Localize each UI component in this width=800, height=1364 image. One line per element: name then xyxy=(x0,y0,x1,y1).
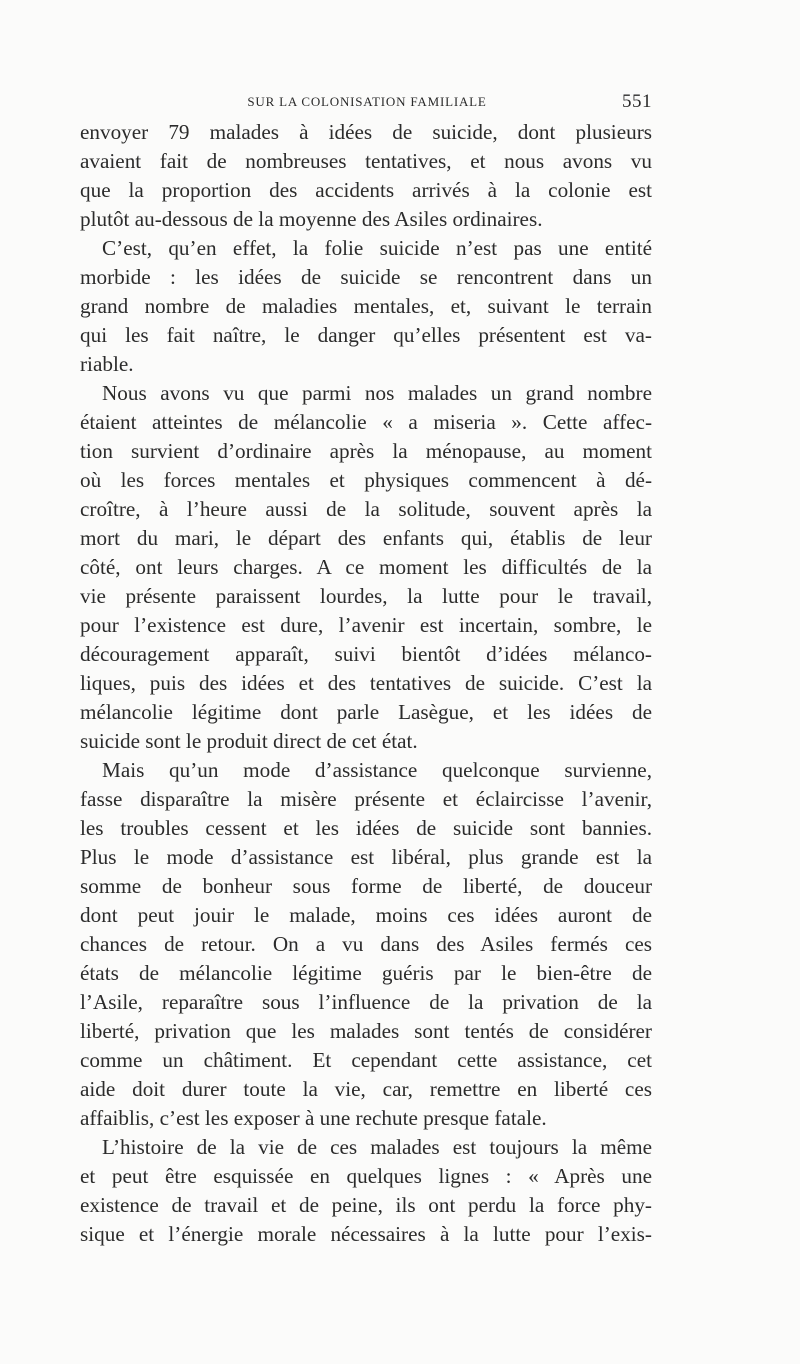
text-line: côté, ont leurs charges. A ce moment les difficultés de la xyxy=(80,555,652,579)
text-line: fasse disparaître la misère présente et éclaircisse l’avenir, xyxy=(80,787,652,811)
text-line: morbide : les idées de suicide se rencontrent dans un xyxy=(80,265,652,289)
text-line: C’est, qu’en effet, la folie suicide n’est pas une entité xyxy=(102,236,652,260)
text-line: dont peut jouir le malade, moins ces idées auront de xyxy=(80,903,652,927)
text-line: étaient atteintes de mélancolie « a miseria ». Cette affec- xyxy=(80,410,652,434)
text-line: Plus le mode d’assistance est libéral, plus grande est la xyxy=(80,845,652,869)
text-line: L’histoire de la vie de ces malades est toujours la même xyxy=(102,1135,652,1159)
text-line: aide doit durer toute la vie, car, remettre en liberté ces xyxy=(80,1077,652,1101)
text-line: sique et l’énergie morale nécessaires à la lutte pour l’exis- xyxy=(80,1222,652,1246)
text-line: grand nombre de maladies mentales, et, suivant le terrain xyxy=(80,294,652,318)
text-line: envoyer 79 malades à idées de suicide, dont plusieurs xyxy=(80,120,652,144)
text-line: l’Asile, reparaître sous l’influence de la privation de la xyxy=(80,990,652,1014)
text-line: qui les fait naître, le danger qu’elles présentent est va- xyxy=(80,323,652,347)
text-line: suicide sont le produit direct de cet état. xyxy=(80,729,418,753)
text-line: avaient fait de nombreuses tentatives, et nous avons vu xyxy=(80,149,652,173)
text-line: plutôt au-dessous de la moyenne des Asiles ordinaires. xyxy=(80,207,543,231)
text-line: comme un châtiment. Et cependant cette assistance, cet xyxy=(80,1048,652,1072)
text-line: croître, à l’heure aussi de la solitude, souvent après la xyxy=(80,497,652,521)
text-line: liques, puis des idées et des tentatives de suicide. C’est la xyxy=(80,671,652,695)
running-head-title: SUR LA COLONISATION FAMILIALE xyxy=(247,94,487,109)
body-text xyxy=(80,118,652,1249)
text-line: et peut être esquissée en quelques lignes : « Après une xyxy=(80,1164,652,1188)
text-line: vie présente paraissent lourdes, la lutte pour le travail, xyxy=(80,584,652,608)
text-line: les troubles cessent et les idées de suicide sont bannies. xyxy=(80,816,652,840)
text-line: Nous avons vu que parmi nos malades un grand nombre xyxy=(102,381,652,405)
text-line: mort du mari, le départ des enfants qui, établis de leur xyxy=(80,526,652,550)
text-line: que la proportion des accidents arrivés à la colonie est xyxy=(80,178,652,202)
text-line: somme de bonheur sous forme de liberté, de douceur xyxy=(80,874,652,898)
text-line: mélancolie légitime dont parle Lasègue, et les idées de xyxy=(80,700,652,724)
text-line: états de mélancolie légitime guéris par le bien-être de xyxy=(80,961,652,985)
text-line: liberté, privation que les malades sont tentés de considérer xyxy=(80,1019,652,1043)
text-line: affaiblis, c’est les exposer à une rechute presque fatale. xyxy=(80,1106,547,1130)
running-head xyxy=(82,91,652,113)
text-line: tion survient d’ordinaire après la ménopause, au moment xyxy=(80,439,652,463)
text-line: Mais qu’un mode d’assistance quelconque survienne, xyxy=(102,758,652,782)
page-number: 551 xyxy=(622,91,652,112)
text-line: où les forces mentales et physiques commencent à dé- xyxy=(80,468,652,492)
text-line: pour l’existence est dure, l’avenir est incertain, sombre, le xyxy=(80,613,652,637)
text-line: découragement apparaît, suivi bientôt d’idées mélanco- xyxy=(80,642,652,666)
text-line: riable. xyxy=(80,352,134,376)
text-line: chances de retour. On a vu dans des Asiles fermés ces xyxy=(80,932,652,956)
text-line: existence de travail et de peine, ils ont perdu la force phy- xyxy=(80,1193,652,1217)
